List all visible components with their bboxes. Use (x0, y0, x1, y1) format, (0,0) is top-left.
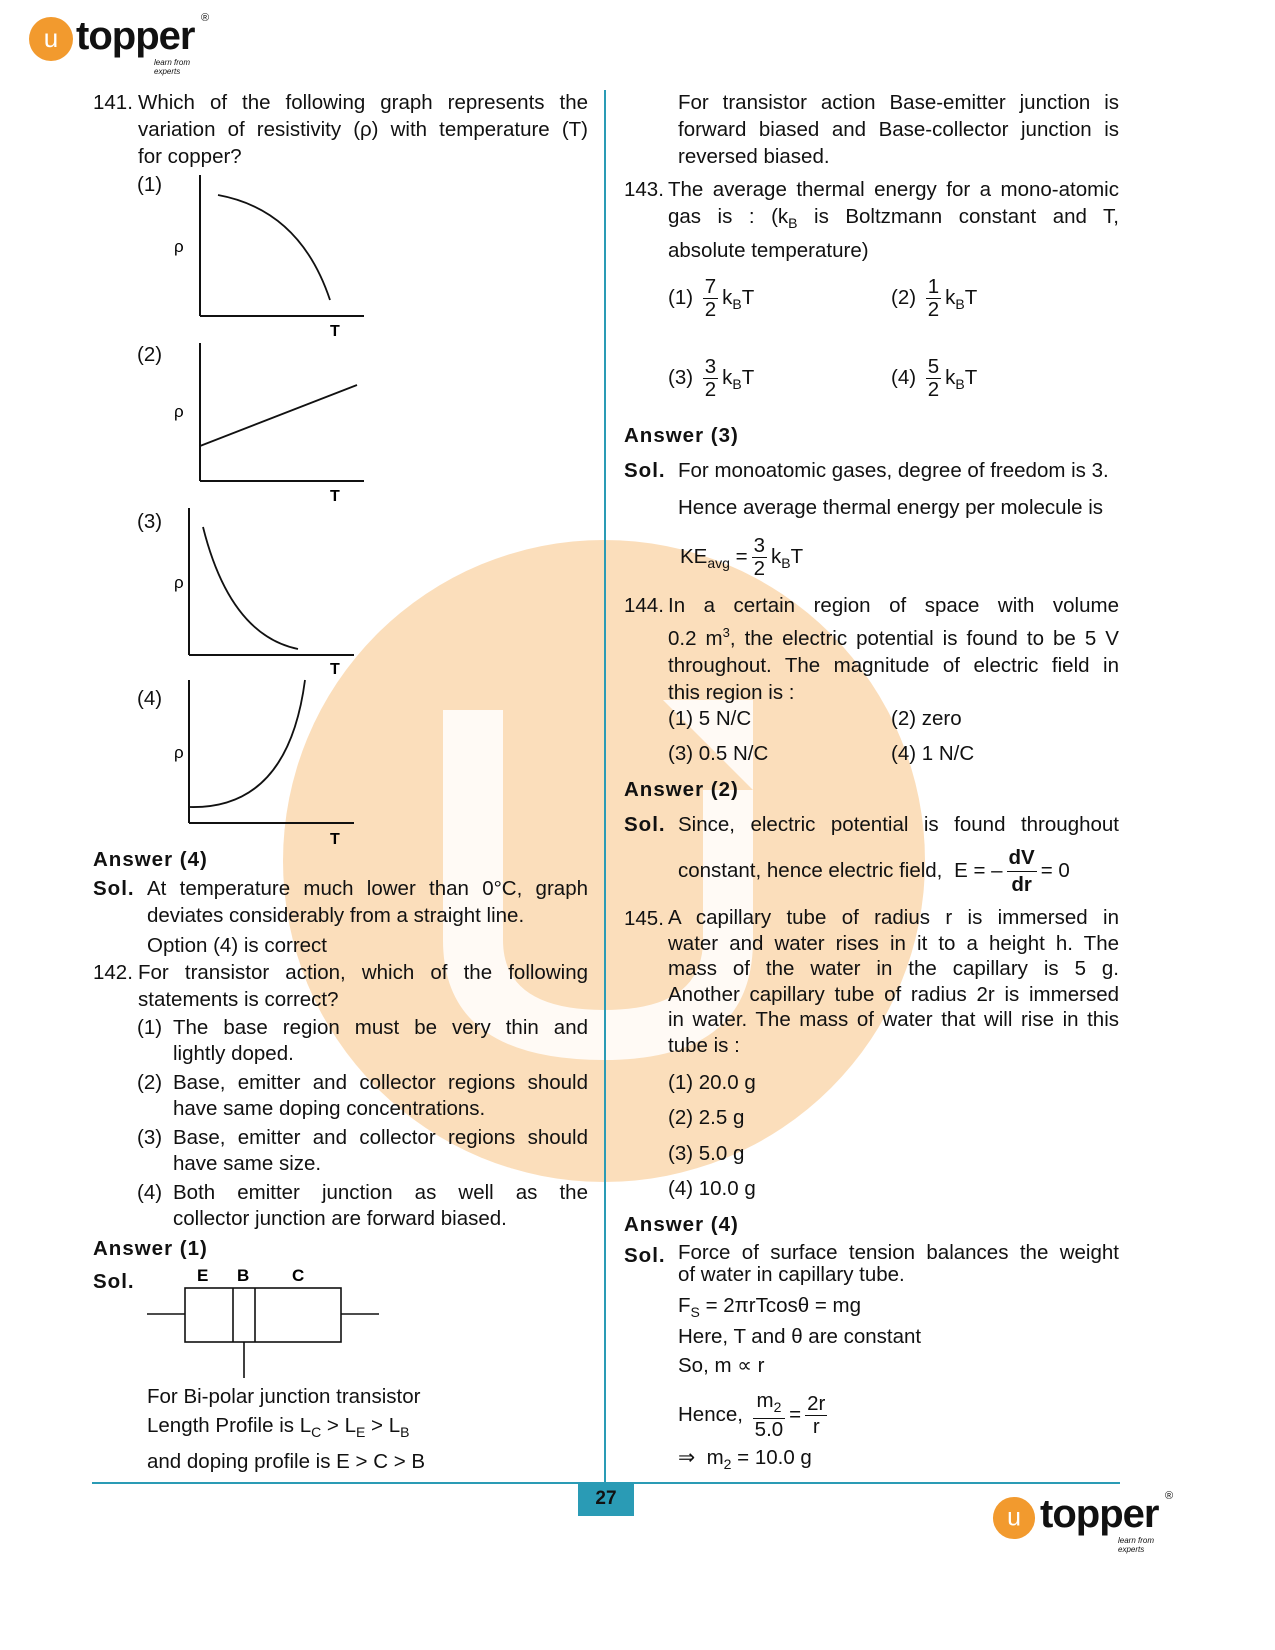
svg-text:T: T (330, 661, 340, 678)
q142-sol-line: and doping profile is E > C > B (147, 1450, 426, 1473)
svg-text:ρ: ρ (174, 573, 184, 592)
q144-eq-lhs: E = – (954, 858, 1003, 882)
q145-prop-line: So, m ∝ r (678, 1354, 765, 1377)
q142-option-text: Both emitter junction as well as the (173, 1181, 588, 1204)
svg-text:B: B (237, 1266, 250, 1285)
q141-line: for copper? (138, 145, 242, 168)
q143-option-fraction: $\frac{5}{2}$ (927, 355, 940, 401)
q145-option-4: (4) 10.0 g (668, 1177, 756, 1200)
q142-option-text: lightly doped. (173, 1042, 294, 1065)
q142-line: For transistor action, which of the following (138, 961, 588, 984)
q141-option-3: (3) (137, 510, 163, 533)
kbt: k (771, 544, 782, 568)
hence-label: Hence, (678, 1402, 743, 1426)
svg-text:ρ: ρ (174, 237, 184, 256)
q144-line2-rest: , the electric potential is found to be 5 V (729, 627, 1119, 650)
q145-option-2: (2) 2.5 g (668, 1106, 745, 1129)
q145-question (668, 905, 1119, 1059)
q142-option-4 (137, 1179, 588, 1234)
q141-graph-3 (160, 505, 380, 680)
q144-line: In a certain region of space with volume (668, 594, 1119, 617)
q143-option-fraction: $\frac{7}{2}$ (704, 275, 717, 321)
q143-option-num: (4) (891, 365, 917, 389)
q144-sol-eq (678, 845, 1119, 898)
q142-question (138, 959, 588, 1013)
column-divider (604, 90, 606, 1488)
q142-length-profile: Length Profile is $L_C > L_E > L_B$ (147, 1414, 410, 1440)
q142-option-text: have same doping concentrations. (173, 1097, 486, 1120)
q141-line: variation of resistivity (ρ) with temperature (T) (138, 118, 588, 141)
q141-graph-4 (160, 675, 380, 850)
q143-number: 143. (624, 178, 664, 201)
q145-ratio-equation: Hence, $\frac{m_2}{5.0}$ = $\frac{2r}{r}$ (678, 1389, 826, 1441)
logo-circle-icon (28, 16, 74, 62)
q142-sol-line: For Bi-polar junction transistor (147, 1385, 421, 1408)
q143-option-1: (1) $\frac{7}{2}$ $k_BT$ (668, 275, 755, 321)
q142-option-text: Base, emitter and collector regions should (173, 1071, 588, 1094)
q142-option-2 (137, 1069, 588, 1124)
q141-sol-line: At temperature much lower than 0°C, graph (147, 877, 588, 900)
q143-question (668, 176, 1119, 264)
kbt: k (722, 285, 733, 309)
q141-sol-line: deviates considerably from a straight line. (147, 904, 525, 927)
ratio-rhs: $\frac{2r}{r}$ (807, 1392, 826, 1438)
q143-line2b: is Boltzmann constant and T, (797, 205, 1119, 228)
ke-symbol: KE (680, 544, 708, 568)
q145-sol-line: of water in capillary tube. (678, 1263, 905, 1286)
q141-line: Which of the following graph represents the (138, 91, 588, 114)
logo-registered: ® (1165, 1490, 1174, 1502)
q142-number: 142. (93, 961, 133, 984)
q142-option-3 (137, 1124, 588, 1179)
kbt: k (945, 285, 956, 309)
q144-option-2: (2) zero (891, 707, 962, 730)
q142-options (137, 1014, 588, 1234)
q141-option-2: (2) (137, 343, 163, 366)
q144-answer: Answer (2) (624, 778, 739, 801)
q141-graph-2 (160, 340, 380, 510)
q142-option-text: collector junction are forward biased. (173, 1207, 507, 1230)
q141-sol-label: Sol. (93, 877, 135, 900)
q145-sol-line: Force of surface tension balances the weight (678, 1241, 1119, 1264)
q144-option-1: (1) 5 N/C (668, 707, 752, 730)
q144-line: this region is : (668, 681, 795, 704)
svg-text:T: T (330, 488, 340, 505)
logo-circle-icon (992, 1496, 1036, 1540)
q142-sol-right-line: forward biased and Base-collector junction is (678, 118, 1119, 141)
q144-sol-line2: constant, hence electric field, (678, 858, 943, 882)
q142-option-text: have same size. (173, 1152, 322, 1175)
kbt: k (722, 365, 733, 389)
q145-answer: Answer (4) (624, 1213, 739, 1236)
svg-text:E: E (197, 1266, 209, 1285)
ke-fraction: $\frac{3}{2}$ (753, 534, 766, 580)
page-number-badge (578, 1484, 634, 1516)
q144-sol-line: Since, electric potential is found throughout (678, 813, 1119, 836)
q142-option-num: (1) (137, 1016, 163, 1039)
q144-eq-rhs: = 0 (1040, 858, 1070, 882)
q142-sol-right-line: For transistor action Base-emitter junction is (678, 91, 1119, 114)
q141-solution (147, 875, 588, 959)
fs-eq-text: = 2πrTcosθ = mg (699, 1294, 862, 1317)
q144-line: throughout. The magnitude of electric field in (668, 654, 1119, 677)
q142-option-1 (137, 1014, 588, 1069)
q142-sol-notes (147, 1382, 587, 1476)
q143-option-num: (1) (668, 285, 694, 309)
q141-graph-1 (160, 170, 380, 345)
q145-line: A capillary tube of radius r is immersed in (668, 906, 1119, 929)
q145-option-1: (1) 20.0 g (668, 1071, 756, 1094)
q145-fs-equation: $F_S = 2\pi rTcos\theta$ = mg (678, 1294, 862, 1320)
q144-number: 144. (624, 594, 664, 617)
q145-line: Another capillary tube of radius 2r is immersed (668, 982, 1119, 1006)
q141-option-1: (1) (137, 173, 163, 196)
logo-name: topper (76, 14, 195, 58)
q143-answer: Answer (3) (624, 424, 739, 447)
q143-line2a: gas is : (k (668, 205, 789, 228)
logo-name: topper (1040, 1492, 1159, 1536)
logo-tagline: learn from experts (1118, 1536, 1155, 1554)
q143-option-num: (2) (891, 285, 917, 309)
q141-question (138, 89, 588, 170)
q143-option-fraction: $\frac{1}{2}$ (927, 275, 940, 321)
header-logo (28, 14, 218, 74)
q143-line: The average thermal energy for a mono-atomic (668, 178, 1119, 201)
q144-sol-label: Sol. (624, 813, 666, 836)
q145-line: tube is : (668, 1033, 740, 1057)
q141-answer: Answer (4) (93, 848, 208, 871)
ratio-lhs: $\frac{m_2}{5.0}$ (754, 1389, 784, 1441)
length-profile-text: Length Profile is L (147, 1414, 312, 1437)
q142-option-text: The base region must be very thin and (173, 1016, 588, 1039)
q141-number: 141. (93, 91, 133, 114)
q144-option-3: (3) 0.5 N/C (668, 742, 769, 765)
q142-option-num: (2) (137, 1071, 163, 1094)
q144-question (668, 592, 1119, 706)
final-value: = 10.0 g (737, 1446, 812, 1469)
q141-sol-line: Option (4) is correct (147, 934, 327, 957)
q145-sol-label: Sol. (624, 1244, 666, 1267)
transistor-diagram (145, 1262, 385, 1382)
svg-text:u: u (43, 23, 59, 53)
svg-text:ρ: ρ (174, 743, 184, 762)
q145-solution (678, 1242, 1119, 1286)
q145-const-line: Here, T and θ are constant (678, 1325, 922, 1348)
q145-line: mass of the water in the capillary is 5 g. (668, 957, 1119, 981)
q144-option-4: (4) 1 N/C (891, 742, 975, 765)
q143-sol-line: Hence average thermal energy per molecule is (678, 496, 1104, 519)
q143-option-fraction: $\frac{3}{2}$ (704, 355, 717, 401)
kbt: k (945, 365, 956, 389)
q142-option-num: (4) (137, 1181, 163, 1204)
q142-answer: Answer (1) (93, 1237, 208, 1260)
q145-line: water and water rises in it to a height h. The (668, 931, 1119, 955)
q143-ke-formula: $KE_{avg}$ = $\frac{3}{2}$ $k_BT$ (680, 534, 804, 580)
q144-volume: 0.2 m (668, 627, 723, 650)
svg-text:C: C (292, 1266, 305, 1285)
q142-sol-continued (678, 89, 1119, 170)
q142-option-text: Base, emitter and collector regions should (173, 1126, 588, 1149)
ke-subscript: avg (707, 554, 730, 571)
footer-logo (992, 1490, 1182, 1554)
q144-eq-fraction: $\frac{dV}{dr}$ (1008, 846, 1035, 896)
q143-option-2: (2) $\frac{1}{2}$ $k_BT$ (891, 275, 978, 321)
svg-text:u: u (1007, 1503, 1021, 1532)
q145-final: ⇒ $m_2 = 10.0$ g (678, 1446, 812, 1472)
q143-option-num: (3) (668, 365, 694, 389)
q142-sol-right-line: reversed biased. (678, 145, 830, 168)
q143-line: absolute temperature) (668, 239, 869, 262)
svg-text:T: T (330, 831, 340, 848)
q142-option-num: (3) (137, 1126, 163, 1149)
q145-option-3: (3) 5.0 g (668, 1142, 745, 1165)
q143-option-3: (3) $\frac{3}{2}$ $k_BT$ (668, 355, 755, 401)
logo-tagline: learn from experts (154, 58, 191, 76)
q142-line: statements is correct? (138, 988, 339, 1011)
q143-line-2: gas is : ($k_B$ is Boltzmann constant and T, (668, 205, 1119, 231)
q143-option-4: (4) $\frac{5}{2}$ $k_BT$ (891, 355, 978, 401)
q141-option-4: (4) (137, 687, 163, 710)
logo-registered: ® (201, 12, 210, 24)
q145-number: 145. (624, 907, 664, 930)
q143-solution (678, 457, 1119, 521)
q143-sol-line: For monoatomic gases, degree of freedom is 3. (678, 459, 1109, 482)
q143-sol-label: Sol. (624, 459, 666, 482)
q144-line-2: 0.2 $m^3$, the electric potential is found to be 5 V (668, 625, 1119, 650)
svg-text:T: T (330, 323, 340, 340)
page-number: 27 (595, 1488, 617, 1509)
q145-line: in water. The mass of water that will rise in this (668, 1008, 1119, 1032)
svg-text:ρ: ρ (174, 402, 184, 421)
q142-sol-label: Sol. (93, 1270, 135, 1293)
